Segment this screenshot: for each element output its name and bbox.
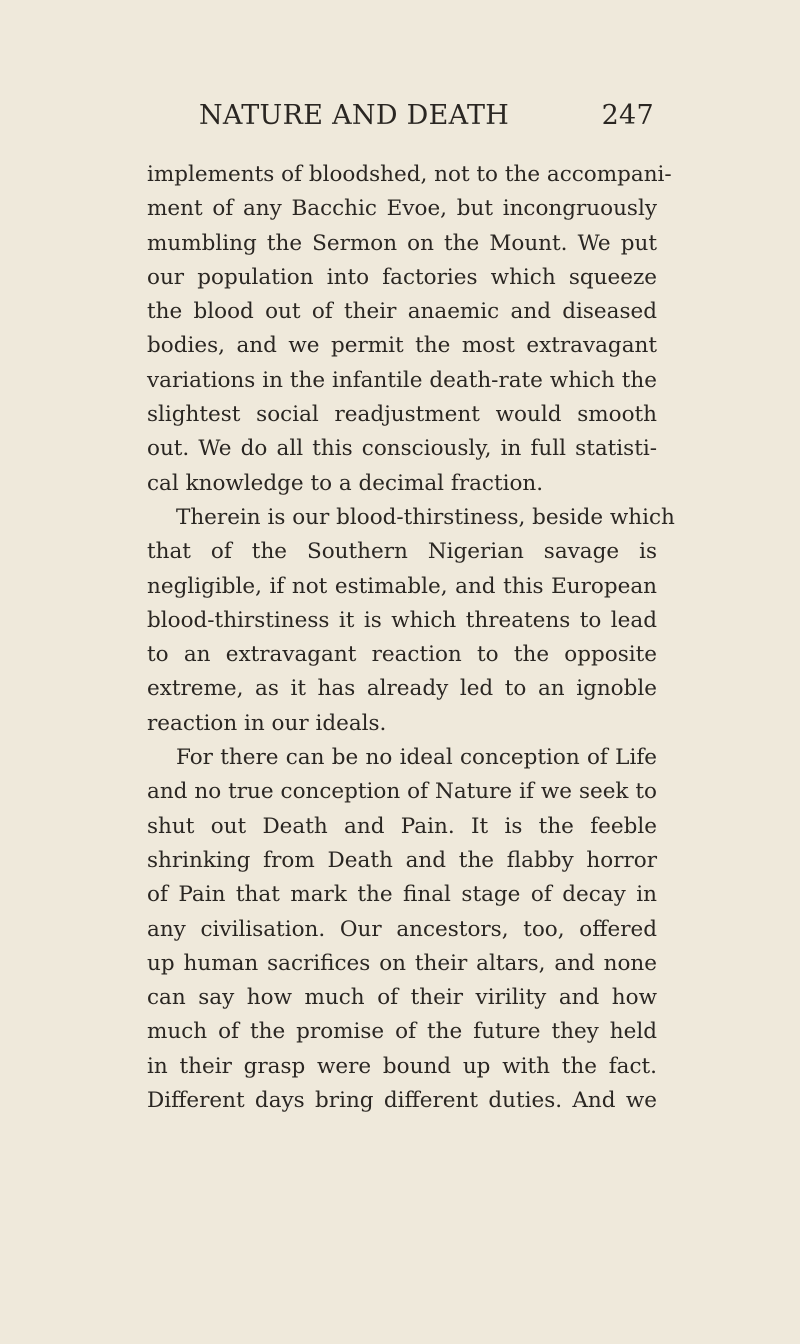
- text-line: mumbling the Sermon on the Mount. We put: [147, 230, 657, 256]
- text-line: to an extravagant reaction to the opposite: [147, 642, 657, 668]
- text-line: out. We do all this consciously, in full statisti-: [147, 436, 657, 462]
- text-line: variations in the infantile death-rate which the: [147, 367, 657, 393]
- text-line: Therein is our blood-thirstiness, beside which: [176, 504, 675, 530]
- text-line: can say how much of their virility and how: [147, 985, 657, 1011]
- text-line: bodies, and we permit the most extravagant: [147, 333, 657, 359]
- running-head-title: NATURE AND DEATH: [199, 100, 510, 131]
- text-line: much of the promise of the future they held: [147, 1019, 657, 1045]
- text-line: blood-thirstiness it is which threatens to lead: [147, 607, 657, 633]
- text-line: the blood out of their anaemic and diseased: [147, 299, 657, 325]
- text-line: up human sacrifices on their altars, and none: [147, 950, 657, 976]
- text-line: our population into factories which squeeze: [147, 264, 657, 290]
- text-line: of Pain that mark the final stage of decay in: [147, 882, 657, 908]
- text-line: in their grasp were bound up with the fact.: [147, 1053, 657, 1079]
- text-line: For there can be no ideal conception of Life: [176, 745, 657, 771]
- page-number: 247: [601, 100, 654, 131]
- text-line: extreme, as it has already led to an ignoble: [147, 676, 657, 702]
- text-line: negligible, if not estimable, and this European: [147, 573, 657, 599]
- text-line: Different days bring different duties. And we: [147, 1088, 657, 1114]
- text-line: cal knowledge to a decimal fraction.: [147, 470, 544, 496]
- text-line: shut out Death and Pain. It is the feeble: [147, 813, 657, 839]
- text-line: and no true conception of Nature if we seek to: [147, 779, 657, 805]
- text-line: reaction in our ideals.: [147, 710, 387, 736]
- text-line: ment of any Bacchic Evoe, but incongruously: [147, 196, 657, 222]
- text-line: any civilisation. Our ancestors, too, offered: [147, 916, 657, 942]
- text-line: that of the Southern Nigerian savage is: [147, 539, 657, 565]
- running-head: [199, 100, 654, 140]
- text-line: slightest social readjustment would smooth: [147, 402, 657, 428]
- text-line: implements of bloodshed, not to the accompani-: [147, 162, 672, 187]
- body-text: [147, 158, 675, 1118]
- text-line: shrinking from Death and the flabby horror: [147, 847, 657, 873]
